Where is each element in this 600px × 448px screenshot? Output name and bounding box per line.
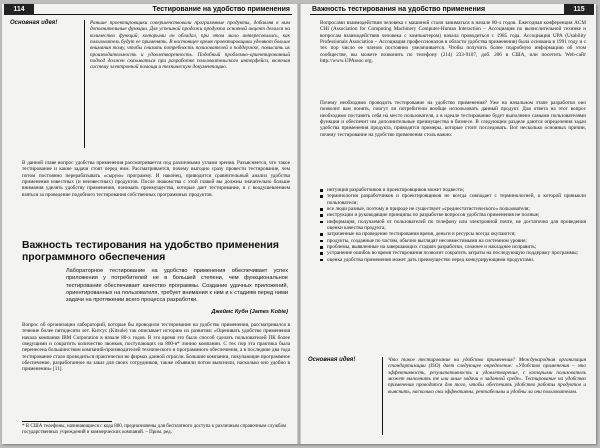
list-item: проблемы, выявленные на завершающих стадиях разработки, сложнее и накладнее исправить; (320, 244, 586, 250)
list-item: все люди разные, поэтому в природе не существует «среднестатистического» пользователя; (320, 206, 586, 212)
callout-rule (382, 357, 383, 435)
list-item: информация, получаемой от пользователей по телефону или электронной почте, не достаточно для проведения оценки качества продукта; (320, 219, 586, 232)
why-test-paragraph: Почему необходимо проводить тестирование на удобство применения? Уже на начальном этапе разработки оно позволит вам понять, смогут ли потребители вообще использовать данный продукт. Для ответа на этот вопрос необходимо поставить себя на место пользователя, а в идеале тестирование будет выполнено самыми пользователями функции и обеспечит им дополнительные преимущества в бизнесе. В следующем разделе даются определения задач удобства применения продукта, приводятся примеры, которые стоит последовать. Вот несколько основных причин, почему тестирование на удобство применения столь важно: (320, 100, 586, 138)
running-title: Тестирование на удобство применения (152, 6, 290, 13)
right-page (300, 4, 596, 444)
intro-paragraph: В данной главе вопрос удобства применения рассматривается под различными углами зрения. Разъясняется, что такое тестирование и какие задачи стоят перед ним. Рассматривается, почему выгодно сразу провести тестирование, чем потом постоянно перерабатывать «сырую» программу. И наконец, приводится сравнительный анализ удобства применения известных (и неизвестных) продуктов. После знакомства с этой главой вы должны значительно больше внимания уделять удобству применения, понимать преимущества, которые дает тестирование, и с воодушевлением взяться за проведение подобного тестирования собственных программных продуктов. (22, 160, 290, 198)
header-rule (310, 14, 564, 15)
footnote: * В США телефоны, начинающиеся с кода 800, предназначены для бесплатного доступа к различным справочным службам государственных учреждений и коммерческих компаний. – Прим. ред. (22, 424, 286, 435)
list-item: интуиция разработчиков и проектировщиков может подвести; (320, 187, 586, 193)
page-number: 114 (4, 4, 34, 15)
page-number: 115 (564, 4, 594, 15)
footnote-rule (22, 421, 112, 422)
key-idea-text: Что такое тестирование на удобство применения? Международная организация стандартизации (ISO) дает следующее определение: «Удобство применения – это эффективность, результативность и удовлетворение, с которыми пользователь может выполнить те или иные задачи в заданной среде». Тестирование на удобство применения проводится для того, чтобы обеспечить удобство работы продуктов и выяснить, насколько они эффективны, рентабельны и удобны ли они пользователям. (388, 357, 586, 395)
list-item: затраченные на проведение тестирования время, деньги и ресурсы всегда окупаются; (320, 231, 586, 237)
reasons-list (320, 187, 586, 263)
left-page-header (2, 4, 298, 15)
history-paragraph: Вопросами взаимодействия человека с машиной стали заниматься в начале 80-х годов. Ежегодная конференция ACM CHI (Association for Computing Machinery Computer-Human Interaction – Ассоциация по вычислительной технике и вопросам взаимодействия человека с компьютером) начала проводиться с 1985 года. Ассоциация UPA (Usability Professionals Association – Ассоциация профессионалов в области удобства применения) была основана в 1991 году и с тех пор число ее членов постоянно увеличивается. Чтобы получить более подробную информацию об этом сообществе, вы можете позвонить по телефону (214) 233-9107, доб. 206 в США, или посетить Web-сайт http://www.UPAssoc.org. (320, 20, 586, 65)
list-item: терминология разработчиков и проектировщиков не всегда совпадает с терминологией, к которой привыкли пользователи; (320, 193, 586, 206)
callout-rule (84, 20, 85, 148)
margin-tag: Основная идея! (308, 357, 356, 363)
epigraph-quote: Лабораторное тестирование на удобство применения обеспечивает успех приложения у потребителей не в большей степени, чем функциональное тестирование обеспечивает качество программы. Создание удачных приложений, ориентированных на пользователя, требует внимания к ним и к стадиям перед ними задачи на протяжении всего процесса разработки. (66, 268, 288, 304)
key-idea-text: Раньше проектировщики совершенствовали программные продукты, добавляя к ним дополнительные функции. Для успешной продажи продукта основной акцент делался на количество функций, которыми он обладал, при этом мало интересовались, как пользователь будут ее применять. В настоящее время проектировщики уделяют больше внимания тому, чтобы снизить потребность пользователей в поддержке, повысить их производительность и удовлетворенность. Подобный проблемно-ориентированный подход должен сказываться при разработке пользовательского интерфейса, включая систему электронной помощи и техническую документацию. (90, 20, 290, 71)
margin-tag: Основная идея! (10, 20, 58, 26)
history-paragraph: Вопрос об организации лабораторий, которые бы проводили тестирование на удобство применения, рассматривался в течение более пятидесяти лет. Китсус (Kitsule) так описывает историю их развития: «Оценивать удобство применения начала компания IBM Corporation в начале 80-х годов. В это время это было способ сделать пользователей ПК более сведущими и сократить количество звонков, поступающих на 800-я* линию компании. С тех пор эта практика была перенесена большинством компаний-производителей технического и программного обеспечения, а в последние два года тестирование стало проводиться практически во фирмах данной отрасли. Большие компании, покупающие программное обеспечение, разработанное на заказ для своих сотрудников, также объявили потом выяснили, насколько оно удобно в применении» [11]. (22, 322, 290, 373)
list-item: оценка удобства применения может дать преимущество перед конкурирующими продуктами. (320, 257, 586, 263)
right-page-header (300, 4, 596, 15)
header-rule (34, 14, 292, 15)
section-heading: Важность тестирования на удобство применения программного обеспечения (22, 240, 279, 263)
left-page (2, 4, 298, 444)
running-title: Важность тестирования на удобство применения (312, 6, 486, 13)
list-item: продукты, созданные по частям, обычно выглядят несовместимыми на системном уровне; (320, 238, 586, 244)
list-item: устранение ошибок во время тестирования позволит сократить затраты на последующую поддержку программы; (320, 250, 586, 256)
book-spread (2, 4, 596, 444)
epigraph-author: Джеймс Кубн (James Kobie) (211, 309, 288, 315)
list-item: инструкции и руководящие принципы по разработке вопросов удобства применения не полные; (320, 212, 586, 218)
